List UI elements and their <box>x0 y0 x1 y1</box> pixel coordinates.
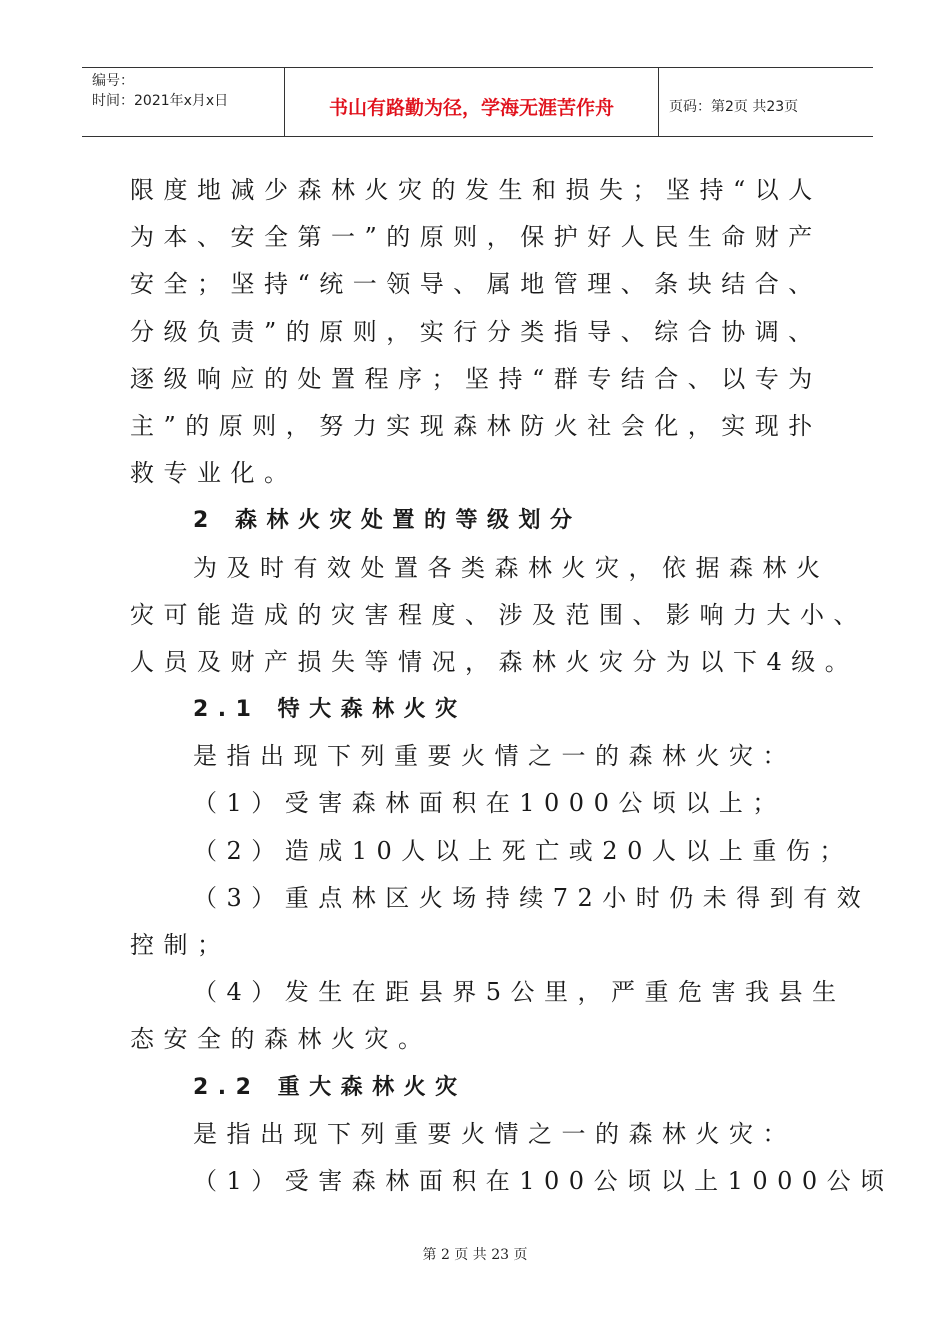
body-line: 人员及财产损失等情况，森林火灾分为以下4级。 <box>130 647 859 676</box>
body-line: 主”的原则，努力实现森林防火社会化，实现扑 <box>130 411 822 440</box>
list-item: （1）受害森林面积在1000公顷以上； <box>193 789 786 818</box>
body-line: 是指出现下列重要火情之一的森林火灾： <box>193 1119 796 1148</box>
list-item: （1）受害森林面积在100公顷以上1000公顷 <box>193 1166 894 1195</box>
body-line: 为及时有效处置各类森林火灾，依据森林火 <box>193 553 830 582</box>
subsection-heading: 2.2 重大森林火灾 <box>193 1074 467 1100</box>
section-heading: 2 森林火灾处置的等级划分 <box>193 508 582 534</box>
header-page-label: 页码：第2页 共23页 <box>669 99 799 115</box>
document-body <box>130 167 894 1205</box>
number-label: 编号： <box>92 73 134 89</box>
list-item: （2）造成10人以上死亡或20人以上重伤； <box>193 836 853 865</box>
body-line: 分级负责”的原则，实行分类指导、综合协调、 <box>130 317 822 346</box>
body-line: 限度地减少森林火灾的发生和损失；坚持“以人 <box>130 176 822 204</box>
list-item: （3）重点林区火场持续72小时仍未得到有效 <box>193 883 871 912</box>
body-line: 为本、安全第一”的原则，保护好人民生命财产 <box>130 223 822 252</box>
list-item: （4）发生在距县界5公里，严重危害我县生 <box>193 978 846 1007</box>
page-header <box>82 67 873 137</box>
header-meta <box>82 68 285 136</box>
body-line: 是指出现下列重要火情之一的森林火灾： <box>193 742 796 771</box>
body-line: 态安全的森林火灾。 <box>130 1025 432 1054</box>
body-line: 逐级响应的处置程序；坚持“群专结合、以专为 <box>130 364 822 393</box>
page-footer: 第 2 页 共 23 页 <box>422 1247 528 1263</box>
subsection-heading: 2.1 特大森林火灾 <box>193 697 467 723</box>
body-line: 灾可能造成的灾害程度、涉及范围、影响力大小、 <box>130 600 867 629</box>
time-label: 时间：2021年x月x日 <box>92 93 229 109</box>
body-line: 控制； <box>130 931 231 959</box>
header-motto: 书山有路勤为径，学海无涯苦作舟 <box>285 68 659 136</box>
body-line: 救专业化。 <box>130 459 298 488</box>
body-line: 安全；坚持“统一领导、属地管理、条块结合、 <box>130 270 822 299</box>
